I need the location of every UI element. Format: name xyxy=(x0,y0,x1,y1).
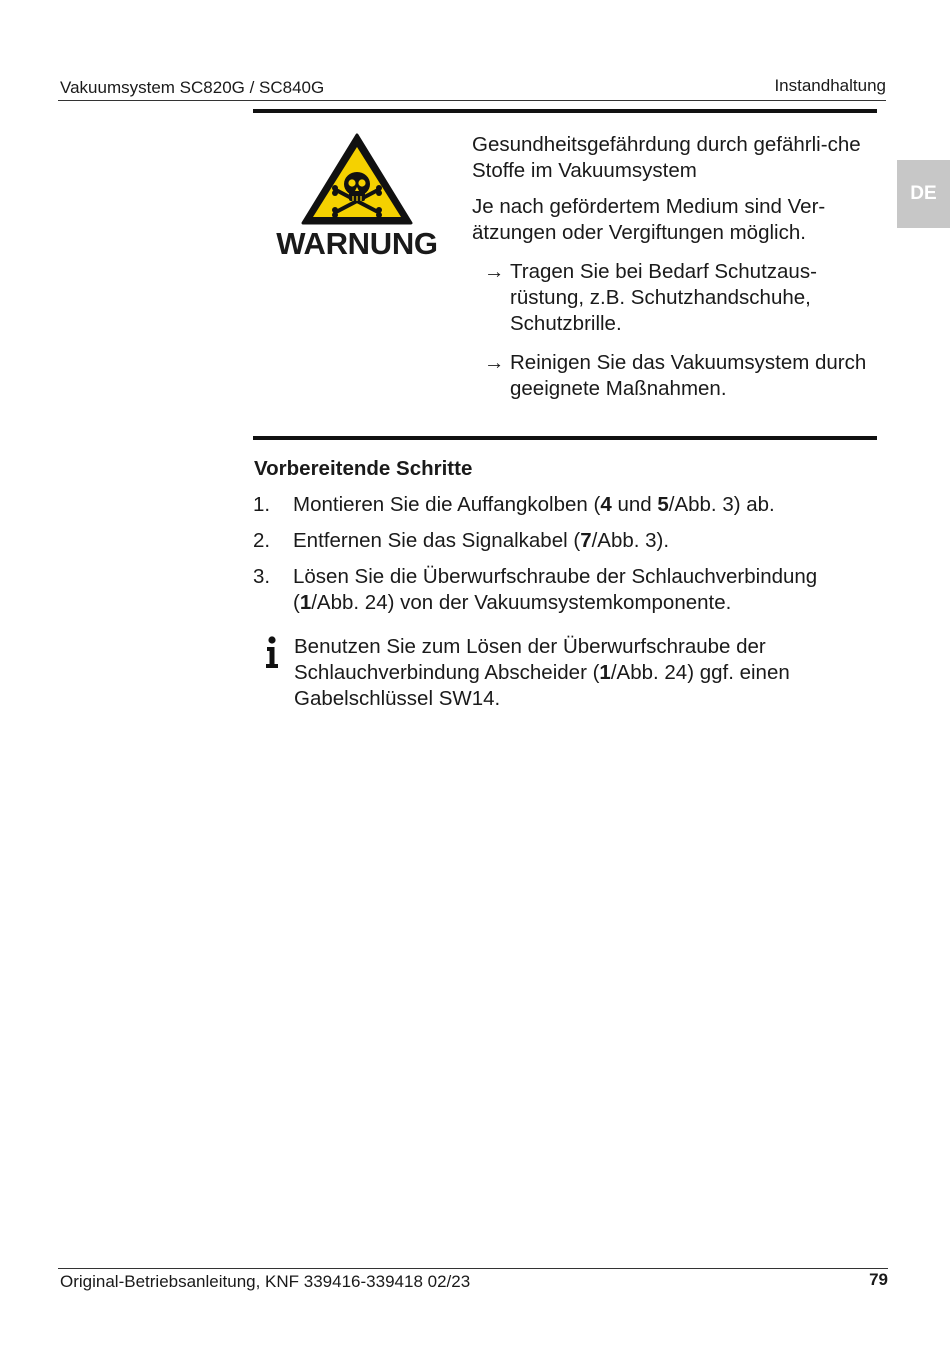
arrow-right-icon: → xyxy=(484,260,505,283)
warning-signal-word: WARNUNG xyxy=(276,226,438,261)
procedure-steps xyxy=(253,492,883,626)
info-note: Benutzen Sie zum Lösen der Überwurfschraube der Schlauchverbindung Abscheider (1/Abb. 24) ggf. einen Gabelschlüssel SW14. xyxy=(294,635,790,710)
running-header-title: Vakuumsystem SC820G / SC840G xyxy=(60,78,325,97)
step-number: 2. xyxy=(253,529,271,552)
warning-body xyxy=(472,132,872,415)
step-text: Entfernen Sie das Signalkabel (7/Abb. 3). xyxy=(293,529,670,552)
footer-document-id: Original-Betriebsanleitung, KNF 339416-339418 02/23 xyxy=(60,1272,471,1291)
arrow-right-icon: → xyxy=(484,351,505,374)
running-header-chapter: Instandhaltung xyxy=(774,76,886,95)
warning-step xyxy=(472,259,872,337)
procedure-step xyxy=(253,564,883,616)
step-number: 3. xyxy=(253,565,271,588)
skull-crossbones-warning-triangle-icon xyxy=(300,132,414,226)
warning-text: Je nach gefördertem Medium sind Ver-ätzungen oder Vergiftungen möglich. xyxy=(472,195,826,244)
section-title: Vorbereitende Schritte xyxy=(254,457,473,480)
page-number: 79 xyxy=(869,1270,888,1289)
procedure-step xyxy=(253,528,883,554)
warning-heading: Gesundheitsgefährdung durch gefährli-che Stoffe im Vakuumsystem xyxy=(472,133,861,182)
warning-top-rule xyxy=(253,109,877,113)
language-tab: DE xyxy=(897,160,950,228)
step-text: Montieren Sie die Auffangkolben (4 und 5/Abb. 3) ab. xyxy=(293,493,775,516)
info-icon xyxy=(264,636,280,670)
warning-bottom-rule xyxy=(253,436,877,440)
warning-step xyxy=(472,350,872,402)
procedure-step xyxy=(253,492,883,518)
warning-step-text: Reinigen Sie das Vakuumsystem durch geeignete Maßnahmen. xyxy=(510,351,867,400)
header-rule xyxy=(58,100,886,101)
step-number: 1. xyxy=(253,493,271,516)
step-text: Lösen Sie die Überwurfschraube der Schlauchverbindung (1/Abb. 24) von der Vakuumsystemkomponente. xyxy=(293,565,818,614)
footer-rule xyxy=(58,1268,888,1269)
warning-step-text: Tragen Sie bei Bedarf Schutzaus-rüstung, z.B. Schutzhandschuhe, Schutzbrille. xyxy=(510,260,817,335)
